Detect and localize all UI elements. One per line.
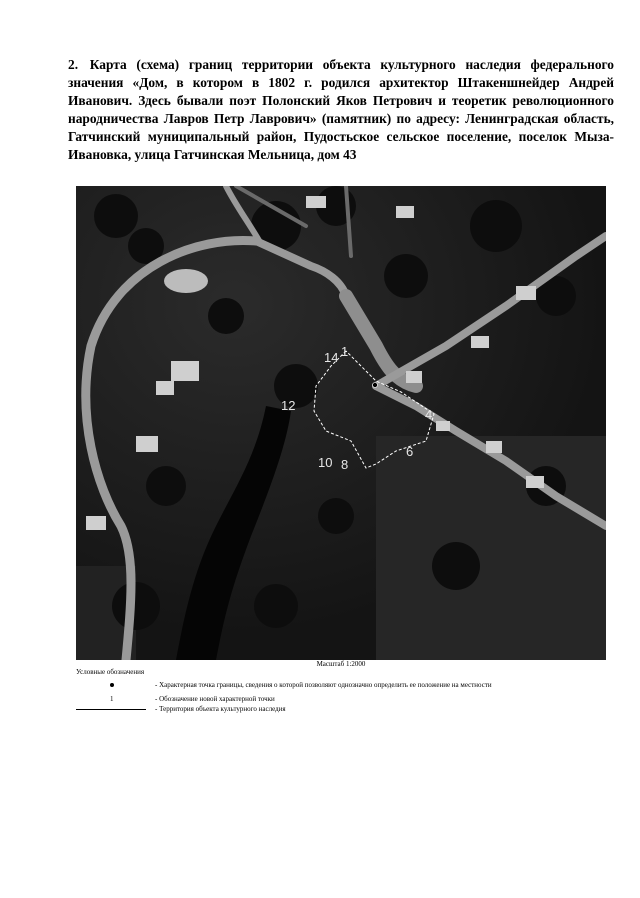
pond [164, 269, 208, 293]
legend-title: Условные обозначения [76, 668, 145, 676]
document-heading [68, 56, 614, 164]
field-area [376, 436, 606, 660]
label-point-4: 4 [425, 407, 433, 422]
label-point-8: 8 [341, 457, 349, 472]
label-point-14: 14 [324, 350, 339, 365]
map-scale: Масштаб 1:2000 [316, 660, 366, 668]
legend-symbol [76, 681, 146, 690]
legend-text: - Обозначение новой характерной точки [155, 695, 275, 703]
satellite-map [76, 186, 606, 660]
label-point-10: 10 [318, 455, 333, 470]
territory-line-icon [76, 709, 146, 710]
heading-text: Карта (схема) границ территории объекта культурного наследия федерального значения «Дом, в котором в 1802 г. родился архитектор Штакеншнейдер Андрей Иванович. Здесь бывали поэт Полонский Яков Петрович и теоретик революционного народничества Лавров Петр Лаврович» (памятник) по адресу: Ленинградская область, Гатчинский муниципальный район, Пудостьское сельское поселение, поселок Мыза-Ивановка, улица Гатчинская Мельница, дом 43 [68, 57, 614, 162]
legend-symbol [76, 695, 146, 704]
label-point-1: 1 [341, 344, 349, 359]
heading-number: 2. [68, 57, 79, 72]
legend-text: - Территория объекта культурного наследия [155, 705, 286, 713]
legend-text: - Характерная точка границы, сведения о которой позволяют однозначно определить ее положение на местности [155, 681, 492, 689]
map-graphic [76, 186, 606, 660]
legend-symbol [76, 705, 146, 714]
boundary-point-icon [373, 383, 378, 388]
number-symbol: 1 [110, 695, 114, 703]
label-point-12: 12 [281, 398, 296, 413]
label-point-6: 6 [406, 444, 414, 459]
point-icon [110, 683, 114, 687]
